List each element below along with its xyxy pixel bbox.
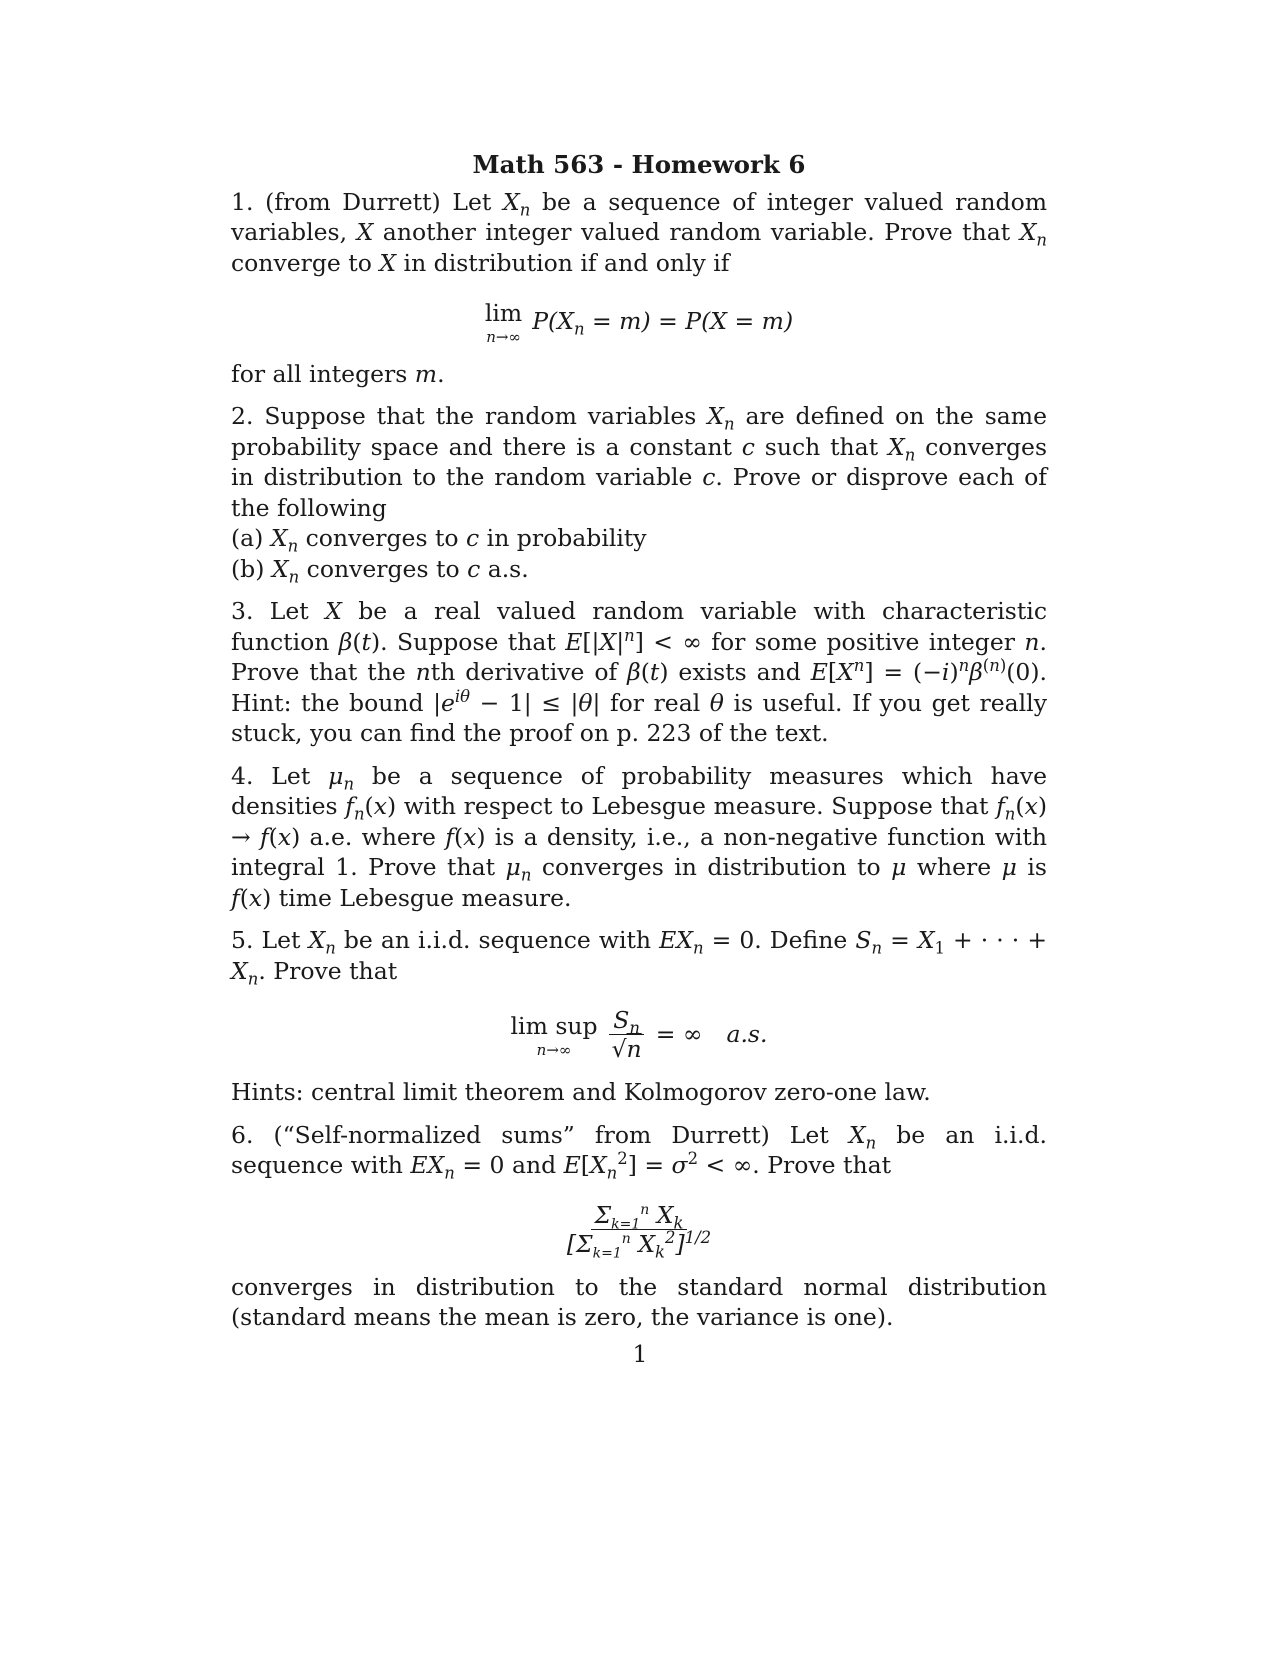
page-title: Math 563 - Homework 6	[472, 150, 806, 179]
problem-5-hint: Hints: central limit theorem and Kolmogorov zero-one law.	[231, 1078, 931, 1106]
page-number: 1	[632, 1340, 648, 1368]
problem-2-part-a: (a) $X_n$ converges to c in probability	[231, 524, 647, 556]
problem-5-text: 5. Let $X_n$ be an i.i.d. sequence with $EX_n = 0$. Define $S_n = X_1$ + · · · + $X_n$. Prove that	[231, 926, 1048, 989]
problem-6-after: converges in distribution to the standard normal distribution (standard means the mean is zero, the variance is one).	[231, 1272, 1047, 1331]
problem-5-formula: lim sup n→∞ $\frac{S_n}{√n}$ = ∞ a.s.	[510, 1006, 768, 1063]
problem-2-text: 2. Suppose that the random variables $X_n$ are defined on the same probability space and there is a constant c such that $X_n$ converges in distribution to the random variable c. Prove or disprove each of the following	[231, 402, 1048, 522]
problem-3-text: 3. Let X be a real valued random variable with characteristic function β(t). Suppose that $E[|X|^n]$ < ∞ for some positive integer n. Prove that the nth derivative of β(t) exists and $E[X^n] = (-i)^n\beta^{(n)}(0)$. Hint: the bound $|e^{i\theta} - 1| \le |\theta|$ for real θ is useful. If you get really stuck, you can find the proof on p. 223 of the text.	[231, 597, 1047, 747]
problem-1-after: for all integers m.	[231, 359, 445, 388]
problem-1-rendered: 1. (from Durrett) Let $X_n$ be a sequence of integer valued random variables, X another integer valued random variable. Prove that $X_n$ converge to X in distribution if and only if	[231, 187, 1048, 277]
problem-4-text: 4. Let $\mu_n$ be a sequence of probability measures which have densities $f_n(x)$ with respect to Lebesgue measure. Suppose that $f_n(x) \to f(x)$ a.e. where f(x) is a density, i.e., a non-negative function with integral 1. Prove that $\mu_n$ converges in distribution to μ where μ is f(x) time Lebesgue measure.	[231, 761, 1047, 912]
problem-1-formula: lim n→∞ $P(X_n = m) = P(X = m)$	[484, 299, 794, 346]
problem-6-text: 6. (“Self-normalized sums” from Durrett) Let $X_n$ be an i.i.d. sequence with $EX_n = 0$ and $E[X_n^2] = \sigma^2$ < ∞. Prove that	[231, 1120, 1048, 1183]
problem-2-part-b: (b) $X_n$ converges to c a.s.	[231, 554, 529, 587]
homework-body	[231, 150, 1047, 1333]
problem-6-formula: $\frac{\Sigma_{k=1}^n X_k}{[\Sigma_{k=1}^n X_k^2]^{1/2}}$	[566, 1200, 712, 1262]
